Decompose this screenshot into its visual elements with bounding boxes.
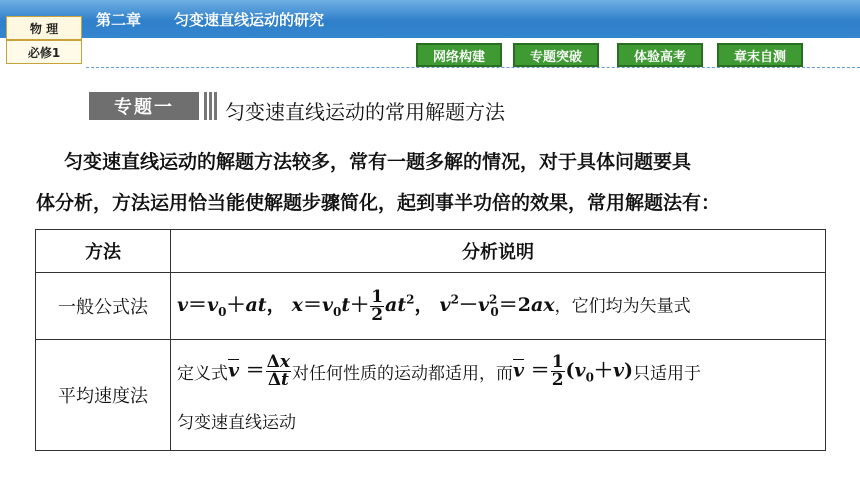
chapter-number: 第二章 [96, 11, 142, 29]
formula-displacement: $x=v_0t+$ $\frac{1}{2}$ $at^2$， [291, 286, 434, 325]
definition-label: 定义式 [177, 363, 228, 384]
method-description [171, 340, 826, 451]
table-row [36, 340, 826, 451]
formula-note: ，它们均为矢量式 [554, 296, 691, 316]
course-label: 必修1 [6, 40, 82, 64]
intro-line-1: 匀变速直线运动的解题方法较多，常有一题多解的情况，对于具体问题要具 [64, 151, 692, 173]
formula-velocity: $v=v_0+at$， [177, 294, 286, 319]
subject-label: 物 理 [6, 16, 82, 40]
nav-network-button[interactable]: 网络构建 [416, 43, 502, 67]
formula-applicability-continued: 匀变速直线运动 [177, 413, 296, 433]
nav-exam-button[interactable]: 体验高考 [617, 43, 703, 67]
method-name: 平均速度法 [36, 340, 171, 451]
header-method: 方法 [36, 230, 171, 273]
nav-topics-button[interactable]: 专题突破 [513, 43, 599, 67]
formula-average-velocity-uniform: $\overline{v}$ ＝ $\frac{1}{2}$ $(v_0+v)$ [513, 351, 633, 390]
method-description [171, 273, 826, 340]
topic-tag: 专题一 [89, 92, 199, 120]
formula-applicability: 只适用于 [633, 363, 701, 384]
topic-title: 匀变速直线运动的常用解题方法 [225, 100, 505, 124]
formula-average-velocity-definition: $\overline{v}$ ＝ $\frac{\Delta x}{\Delta t}$ [228, 351, 291, 390]
definition-applicability: 对任何性质的运动都适用，而 [292, 363, 514, 384]
formula-velocity-squared: $v^2-v^2_0=2ax$ [439, 292, 555, 319]
table-row [36, 273, 826, 340]
chapter-title: 匀变速直线运动的研究 [174, 11, 325, 29]
methods-table [35, 229, 826, 451]
header-divider [86, 67, 860, 68]
header-description: 分析说明 [171, 230, 826, 273]
intro-line-2: 体分析，方法运用恰当能使解题步骤简化，起到事半功倍的效果，常用解题法有： [36, 192, 721, 214]
topic-stripes [204, 92, 222, 120]
nav-selftest-button[interactable]: 章末自测 [717, 43, 803, 67]
method-name: 一般公式法 [36, 273, 171, 340]
